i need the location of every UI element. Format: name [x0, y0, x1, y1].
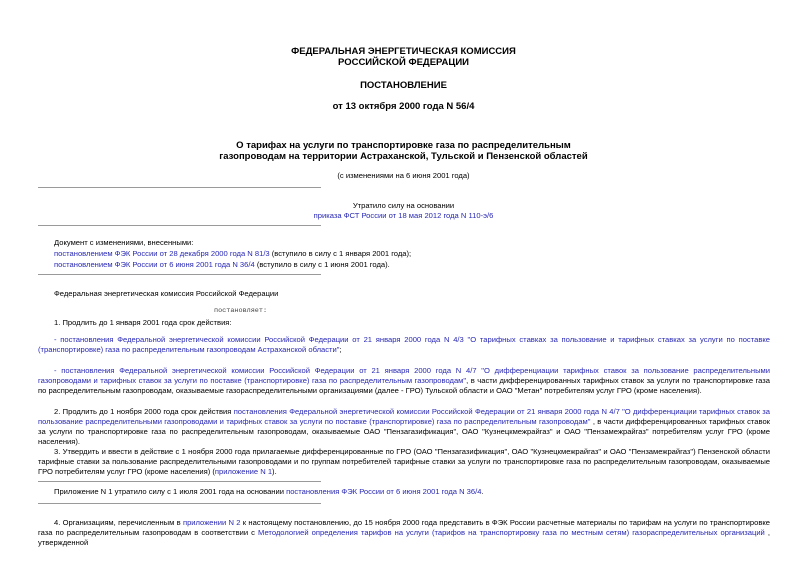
expired-link-wrap — [0, 211, 807, 221]
separator-rule — [38, 225, 321, 226]
paragraph-3 — [38, 447, 770, 477]
expired-link[interactable]: приказа ФСТ России от 18 мая 2012 года N 110-э/6 — [313, 211, 494, 220]
expired-text: Утратило силу на основании — [352, 201, 455, 210]
decree-link[interactable]: - постановления Федеральной энергетической комиссии Российской Федерации от 21 января 2000 года N 4/3 "О тарифных ставках за пользование и тарифных ставках за услуги по поставке (транспортировке) газа по распределительным газопроводам Астраханской области" — [38, 335, 770, 354]
separator-rule — [38, 481, 321, 482]
paragraph-text: 3. Утвердить и ввести в действие с 1 ноября 2000 года прилагаемые дифференцированные по ГРО (ОАО "Пензагазификация", ОАО "Кузнецкмежрайгаз" и ОАО "Пензамежрайгаз") Пензенской области тарифные ставки за пользование распределительными газопроводами и по группам потребителей тарифные ставки за услуги по транспортировке газа по распределительным газопроводам, оказываемые ГРО потребителям услуг ГРО (кроме населения) ( — [38, 447, 770, 476]
paragraph-text: к настоящему постановлению, до 15 ноября 2000 года представить в ФЭК России расчетные материалы по тарифам на услуги по транспортировке газа по распределительным газопроводам в соответствии с — [38, 518, 771, 537]
appendix-link[interactable]: приложение N 1 — [214, 467, 273, 476]
resolves-word: постановляет: — [214, 307, 268, 315]
changes-item-note: (вступило в силу с 1 января 2001 года); — [269, 249, 412, 258]
paragraph-2 — [38, 407, 770, 447]
paragraph-1b — [38, 366, 770, 396]
changes-item-link[interactable]: постановлением ФЭК России от 28 декабря 2000 года N 81/3 — [54, 249, 270, 258]
doc-title-line2: газопроводам на территории Астраханской, Тульской и Пензенской областей — [219, 151, 588, 162]
doc-type: ПОСТАНОВЛЕНИЕ — [360, 80, 447, 91]
note-tail: . — [481, 487, 484, 496]
paragraph-tail: , в части дифференцированных тарифных ставок за услуги по транспортировке газа по распределительным газопроводам, оказываемые ОАО "Пензагазификация", ОАО "Кузнецкмежрайгаз" и ОАО "Пензамежрайгаз" потребителям услуг ГРО (кроме населения). — [38, 417, 771, 446]
separator-rule — [38, 187, 321, 188]
paragraph-head: 2. Продлить до 1 ноября 2000 года срок действия — [54, 407, 234, 416]
paragraph-tail: ). — [272, 467, 277, 476]
doc-title-line1: О тарифах на услуги по транспортировке газа по распределительным — [236, 140, 571, 151]
paragraph-tail: , в части дифференцированных тарифных ставок за услуги по транспортировке газа по распределительным газопроводам, оказываемые газораспределительными организациями (далее - ГРО) Тульской области и ОАО "Метан" потребителям услуг ГРО (кроме населения). — [38, 376, 770, 395]
appendix-note — [54, 487, 484, 497]
changes-date: (с изменениями на 6 июня 2001 года) — [337, 171, 470, 180]
changes-item-link[interactable]: постановлением ФЭК России от 6 июня 2001 года N 36/4 — [54, 260, 255, 269]
paragraph-4 — [38, 518, 770, 548]
note-link[interactable]: постановления ФЭК России от 6 июня 2001 года N 36/4 — [286, 487, 482, 496]
doc-date: от 13 октября 2000 года N 56/4 — [332, 101, 475, 112]
changes-item — [54, 249, 411, 259]
note-text: Приложение N 1 утратило силу с 1 июля 2001 года на основании — [54, 487, 287, 496]
preamble: Федеральная энергетическая комиссия Российской Федерации — [54, 289, 279, 298]
methodology-link[interactable]: Методологией определения тарифов на услуги (тарифов на транспортировку газа по местным сетям) газораспределительных организаций — [258, 528, 765, 537]
decree-link[interactable]: - постановления Федеральной энергетической комиссии Российской Федерации от 21 января 2000 года N 4/7 "О дифференциации тарифных ставок за пользование распределительными газопроводами и тарифных ставок за услуги по поставке (транспортировке) газа по распределительным газопроводам" — [38, 366, 770, 385]
paragraph-1a — [38, 335, 770, 355]
separator-rule — [38, 503, 321, 504]
changes-item-note: (вступило в силу с 1 июня 2001 года). — [254, 260, 390, 269]
decree-link[interactable]: постановления Федеральной энергетической комиссии Российской Федерации от 21 января 2000 года N 4/7 "О дифференциации тарифных ставок за пользование распределительными газопроводами и тарифных ставок за услуги по поставке (транспортировке) газа по распределительным газопроводам" — [38, 407, 770, 426]
changes-item — [54, 260, 390, 270]
paragraph-text: 4. Организациям, перечисленным в — [54, 518, 183, 527]
appendix-link[interactable]: приложении N 2 — [182, 518, 241, 527]
changes-intro: Документ с изменениями, внесенными: — [54, 238, 194, 247]
org-name-line2: РОССИЙСКОЙ ФЕДЕРАЦИИ — [337, 57, 469, 68]
org-name-line1: ФЕДЕРАЛЬНАЯ ЭНЕРГЕТИЧЕСКАЯ КОМИССИЯ — [291, 46, 516, 57]
paragraph-tail: , утвержденной — [38, 528, 771, 547]
separator-rule — [38, 274, 321, 275]
paragraph-1: 1. Продлить до 1 января 2001 года срок действия: — [54, 318, 232, 327]
paragraph-tail: ; — [339, 345, 342, 354]
